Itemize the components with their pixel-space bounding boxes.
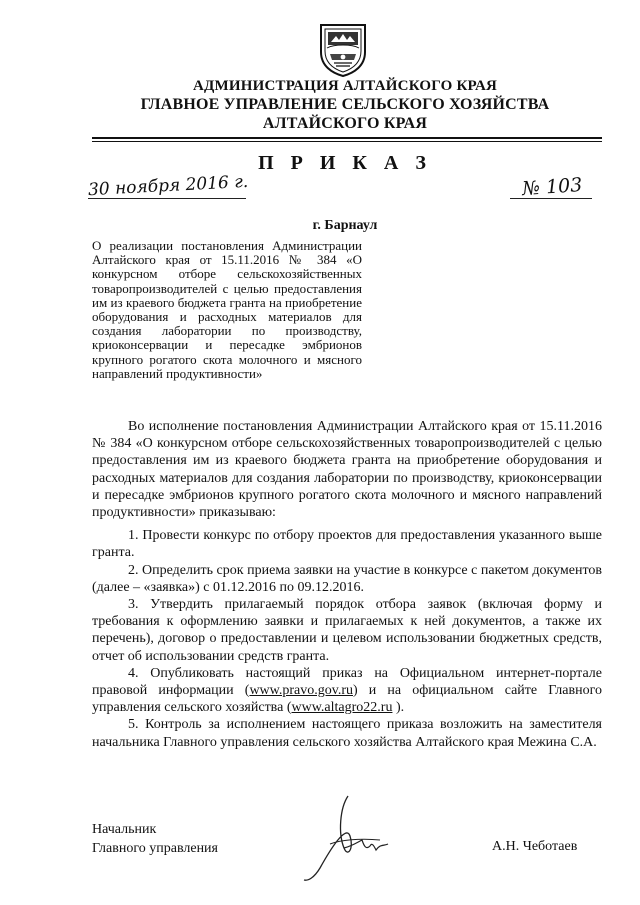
item4-text-b: ) и на официальном сайте Главного управления сельского хозяйства ( bbox=[92, 683, 602, 716]
header-divider-thin bbox=[92, 141, 602, 142]
handwritten-date: 30 ноября 2016 г. bbox=[87, 171, 249, 201]
order-item-5: 5. Контроль за исполнением настоящего приказа возложить на заместителя начальника Главного управления сельского хозяйства Алтайского края Межина С.А. bbox=[92, 717, 602, 750]
order-item-4 bbox=[92, 665, 602, 717]
org-name-line3: АЛТАЙСКОГО КРАЯ bbox=[262, 115, 428, 132]
signer-position bbox=[92, 820, 218, 858]
order-body bbox=[92, 418, 602, 751]
coat-of-arms-icon bbox=[318, 22, 368, 77]
order-subject: О реализации постановления Администрации Алтайского края от 15.11.2016 № 384 «О конкурсном отборе сельскохозяйственных товаропроизводителей с целью предоставления им из краевого бюджета гранта на приобретение оборудования и расходных материалов для создания лаборатории по производству, криоконсервации и пересадке эмбрионов крупного рогатого скота молочного и мясного направлений продуктивности» bbox=[92, 238, 362, 381]
handwritten-number: № 103 bbox=[521, 173, 583, 201]
signer-position-line1: Начальник bbox=[92, 822, 157, 837]
issue-city: г. Барнаул bbox=[312, 218, 378, 233]
document-type-title: П Р И К А З bbox=[258, 152, 432, 174]
date-underline bbox=[88, 198, 246, 199]
order-item-3: 3. Утвердить прилагаемый порядок отбора заявок (включая форму и требования к оформлению заявки и прилагаемых к ней документов, а также их перечень), договор о предоставлении и целевом использовании бюджетных средств, отчет об использовании средств гранта. bbox=[92, 597, 602, 664]
item4-text-a: 4. Опубликовать настоящий приказ на Официальном интернет-портале правовой информации ( bbox=[92, 665, 602, 699]
handwritten-signature bbox=[300, 788, 410, 883]
number-underline bbox=[510, 198, 592, 199]
altagro22-link[interactable]: www.altagro22.ru bbox=[291, 700, 393, 716]
order-item-1: 1. Провести конкурс по отбору проектов для предоставления указанного выше гранта. bbox=[92, 528, 602, 561]
item4-text-c: ). bbox=[392, 700, 405, 716]
pravo-gov-link[interactable]: www.pravo.gov.ru bbox=[249, 683, 353, 699]
order-item-2: 2. Определить срок приема заявки на участие в конкурсе с пакетом документов (далее – «заявка») с 01.12.2016 по 09.12.2016. bbox=[92, 562, 602, 595]
preamble-paragraph: Во исполнение постановления Администрации Алтайского края от 15.11.2016 № 384 «О конкурсном отборе сельскохозяйственных товаропроизводителей с целью предоставления им из краевого бюджета гранта на приобретение оборудования и расходных материалов для создания лаборатории по производству, криоконсервации и пересадке эмбрионов крупного рогатого скота молочного и мясного направлений продуктивности» приказываю: bbox=[92, 419, 602, 521]
header-divider bbox=[92, 137, 602, 139]
org-name-line1: АДМИНИСТРАЦИЯ АЛТАЙСКОГО КРАЯ bbox=[192, 78, 498, 94]
org-name-line2: ГЛАВНОЕ УПРАВЛЕНИЕ СЕЛЬСКОГО ХОЗЯЙСТВА bbox=[140, 96, 550, 113]
signer-name: А.Н. Чеботаев bbox=[492, 839, 578, 854]
signer-position-line2: Главного управления bbox=[92, 841, 218, 856]
